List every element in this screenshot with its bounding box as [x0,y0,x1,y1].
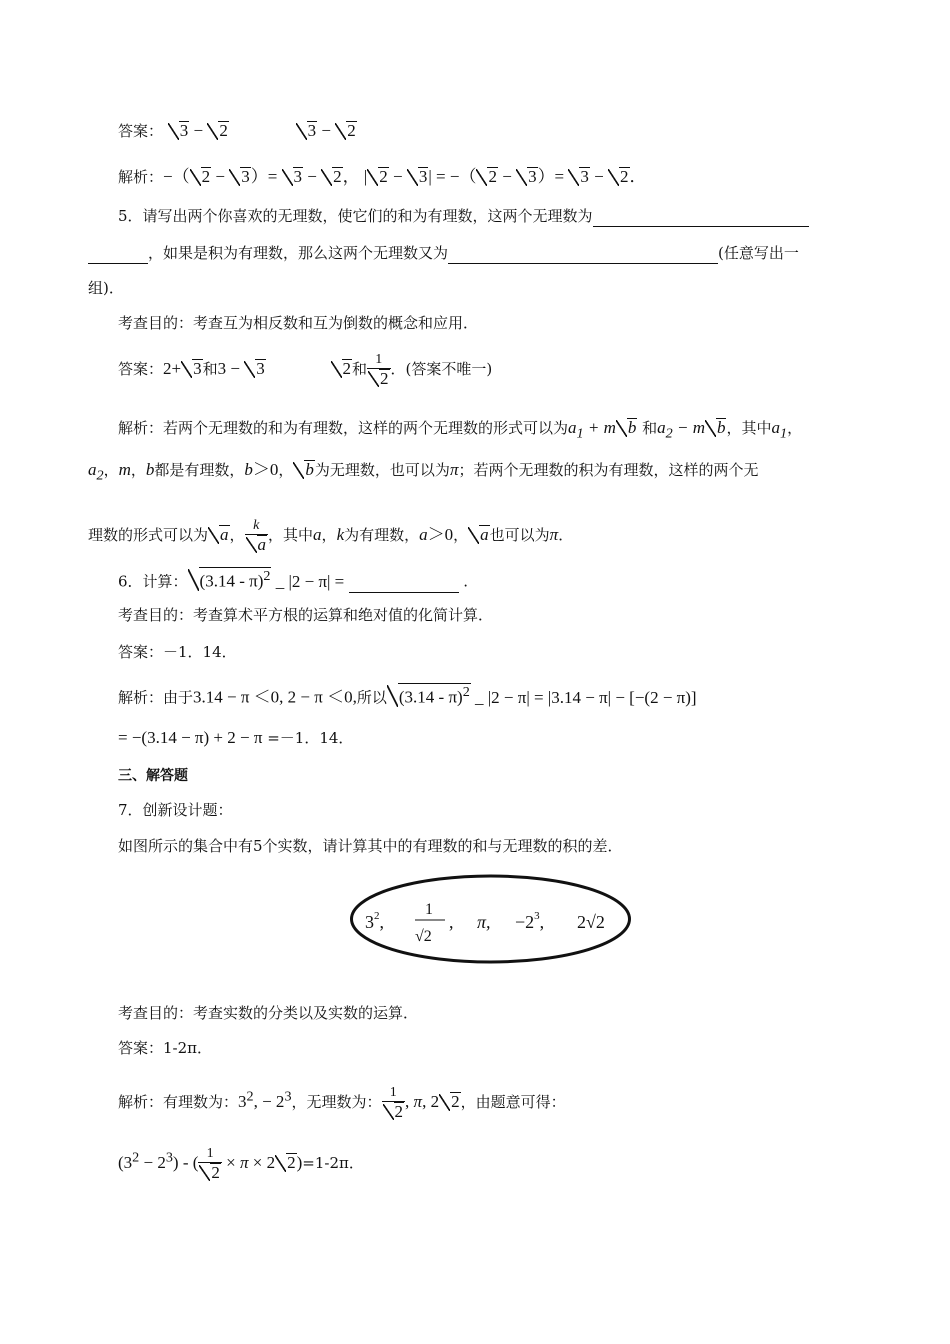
math: b [293,460,315,479]
math: a [208,525,230,544]
math: $a_1$ [771,418,788,442]
answer-blank[interactable] [349,572,459,593]
math: (3.14 - π)$^2$ _ |2 − π| = [188,572,349,591]
analysis-label: 解析： [118,168,164,186]
answer-value-1: 3 − 2 [168,121,229,140]
q6-question: 6．计算： (3.14 - π)$^2$ _ |2 − π| = . [118,568,469,591]
math: b [145,460,155,479]
q4-answer [118,121,357,141]
pi-symbol: π [549,525,559,544]
q6-answer: 答案：－1．14． [118,643,237,661]
q7-line2: 如图所示的集合中有5个实数，请计算其中的有理数的和与无理数的积的差． [118,837,623,855]
math: = −(3.14 − π) + 2 − π [118,728,263,747]
math: a [419,525,428,544]
math: (3.14 - π)$^2$ _ |2 − π| = |3.14 − π| − [−(2 − π)] [387,688,697,707]
math: $a_1 + m$ b [568,418,637,442]
math: a [468,525,490,544]
answer-blank[interactable] [593,206,809,227]
fraction: k a [245,518,269,554]
svg-text:,: , [449,912,454,932]
set-element: 2√2 [577,912,605,932]
math: $(3^2 - 2^3)$ - ( 1 2 × π × 2 2) [118,1146,303,1182]
q5-purpose: 考查目的：考查互为相反数和互为倒数的概念和应用． [118,314,479,332]
q7-line1: 7．创新设计题： [118,801,233,819]
set-element: √2 [415,928,432,945]
math: b [244,460,253,479]
section-heading: 三、解答题 [118,768,188,784]
set-element: $3^2$, [365,910,384,932]
pi-symbol: π [449,460,459,479]
math: $a_2 - m$ b [657,418,726,442]
math: $a_2$ [88,460,104,484]
math: m [118,460,131,479]
q5-analysis-line2: $a_2$，m，b都是有理数，b＞0， b为无理数，也可以为π；若两个无理数的积为有理数，这样的两个无 [88,460,759,484]
q6-analysis-line1: 解析：由于3.14 − π ＜0, 2 − π ＜0,所以 (3.14 - π)$^2$ _ |2 − π| = |3.14 − π| − [−(2 − π)] [118,684,697,707]
number-set-oval [349,873,632,965]
math: 2+ 3 [163,359,202,378]
math: 2 [331,359,353,378]
q4-analysis [118,167,647,187]
q7-answer: 答案：1-2π． [118,1039,213,1057]
math: 3.14 − π ＜0, 2 − π ＜0, [193,687,357,707]
fraction: 1 2 [367,352,391,388]
answer-blank[interactable] [448,243,718,264]
q5-answer: 答案：2+ 3和3 − 3 2和 1 2 ．(答案不唯一) [118,352,493,388]
q6-purpose: 考查目的：考查算术平方根的运算和绝对值的化简计算． [118,606,494,624]
set-element: $-2^3$, [515,910,545,932]
q7-analysis-line1: 解析：有理数为：$3^2$, − $2^3$，无理数为： 1 2 , π, 2 2，由题意可得： [118,1085,566,1121]
set-element: 1 [425,901,433,918]
q5-analysis-line1: 解析：若两个无理数的和为有理数，这样的两个无理数的形式可以为$a_1 + m$ b 和$a_2 - m$ b，其中$a_1$， [118,418,803,442]
set-element: π, [477,912,491,932]
answer-label: 答案： [118,122,164,140]
q5-analysis-line3: 理数的形式可以为 a， k a ，其中a，k为有理数，a＞0， a也可以为π． [88,518,574,554]
math: k [336,525,345,544]
q7-purpose: 考查目的：考查实数的分类以及实数的运算． [118,1004,419,1022]
q7-analysis-line2: $(3^2 - 2^3)$ - ( 1 2 × π × 2 2)=1-2π． [118,1146,364,1182]
answer-blank[interactable] [88,243,148,264]
math: 3 − 3 [217,359,265,378]
q5-question-line2: ，如果是积为有理数，那么这两个无理数又为 (任意写出一 [88,243,799,264]
math: $3^2$, − $2^3$ [238,1088,292,1111]
math: a [313,525,322,544]
q5-question-line1: 5．请写出两个你喜欢的无理数，使它们的和为有理数，这两个无理数为 [118,206,809,227]
q6-analysis-line2: = −(3.14 − π) + 2 − π =－1．14． [118,728,354,747]
fraction: 1 2 [382,1085,406,1121]
analysis-formula: −（ 2 − 3）= 3 − 2， | 2 − 3| = −（ 2 − 3）= 3 − 2． [163,167,647,186]
q5-question-line3: 组)． [88,279,124,297]
answer-value-2: 3 − 2 [296,121,357,140]
